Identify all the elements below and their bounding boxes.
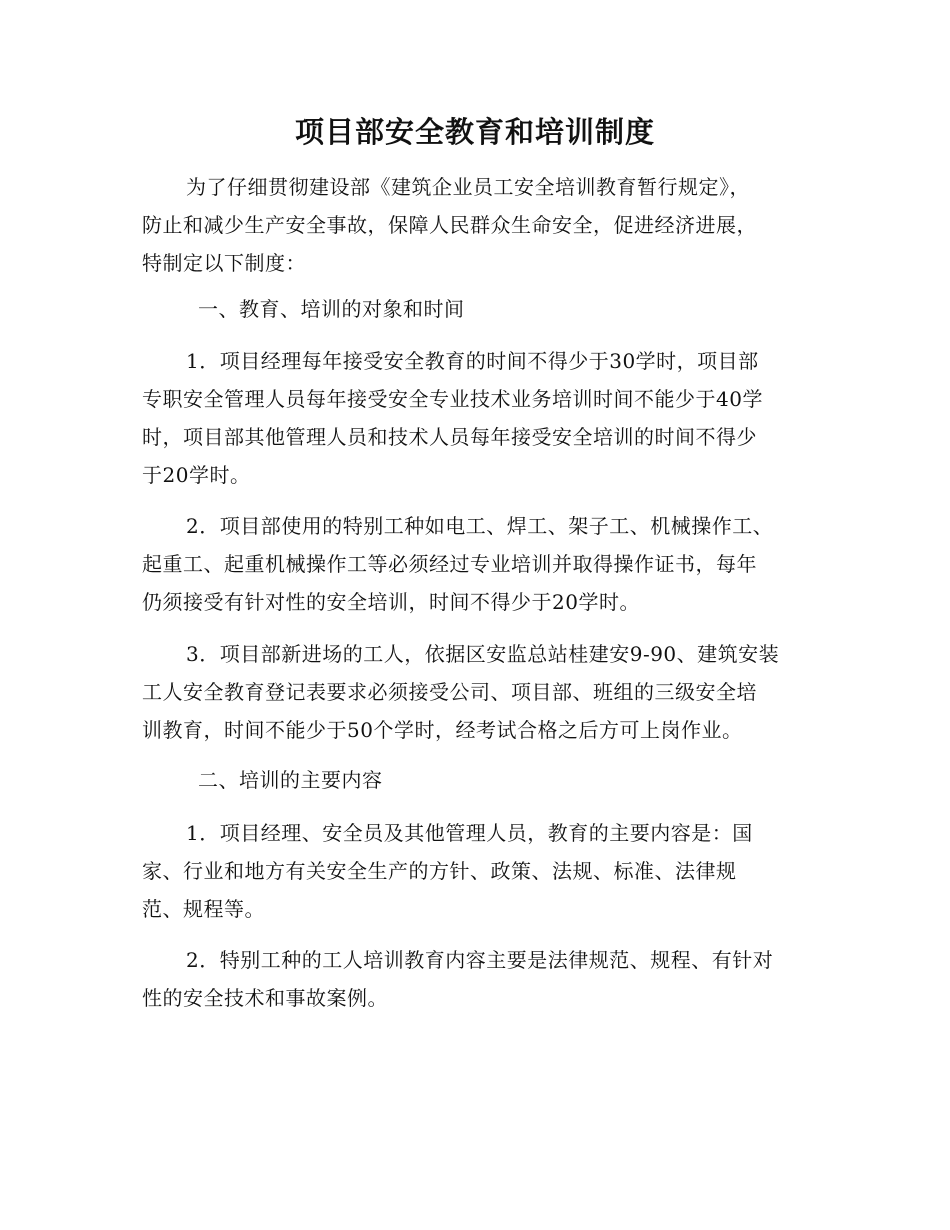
section1-item2-paragraph — [142, 507, 822, 621]
text-line: 性的安全技术和事故案例。 — [142, 986, 388, 1010]
text-line: 1．项目经理、安全员及其他管理人员，教育的主要内容是：国 — [186, 821, 753, 845]
text-line: 时，项目部其他管理人员和技术人员每年接受安全培训的时间不得少 — [142, 425, 757, 449]
section2-item2-paragraph — [142, 941, 822, 1017]
section1-item3-paragraph — [142, 635, 822, 749]
section-heading-2 — [142, 761, 822, 799]
text-line: 防止和减少生产安全事故，保障人民群众生命安全，促进经济进展， — [142, 213, 757, 237]
section-heading-1 — [142, 290, 822, 328]
text-line: 家、行业和地方有关安全生产的方针、政策、法规、标准、法律规 — [142, 859, 737, 883]
text-line: 起重工、起重机械操作工等必须经过专业培训并取得操作证书，每年 — [142, 552, 757, 576]
text-line: 范、规程等。 — [142, 897, 265, 921]
intro-paragraph — [142, 168, 822, 282]
section1-item1-paragraph — [142, 342, 822, 494]
text-line: 训教育，时间不能少于50个学时，经考试合格之后方可上岗作业。 — [142, 718, 743, 742]
text-line: 仍须接受有针对性的安全培训，时间不得少于20学时。 — [142, 590, 640, 614]
text-line: 于20学时。 — [142, 463, 251, 487]
section-heading-text: 二、培训的主要内容 — [198, 768, 383, 792]
text-line: 2．项目部使用的特别工种如电工、焊工、架子工、机械操作工、 — [186, 514, 774, 538]
text-line: 专职安全管理人员每年接受安全专业技术业务培训时间不能少于40学 — [142, 387, 763, 411]
section-heading-text: 一、教育、培训的对象和时间 — [198, 297, 465, 321]
section2-item1-paragraph — [142, 814, 822, 928]
text-line: 1．项目经理每年接受安全教育的时间不得少于30学时，项目部 — [186, 349, 759, 373]
text-line: 为了仔细贯彻建设部《建筑企业员工安全培训教育暂行规定》， — [186, 175, 750, 199]
text-line: 3．项目部新进场的工人，依据区安监总站桂建安9-90、建筑安装 — [186, 642, 780, 666]
text-line: 工人安全教育登记表要求必须接受公司、项目部、班组的三级安全培 — [142, 680, 757, 704]
text-line: 特制定以下制度： — [142, 251, 306, 275]
text-line: 2．特别工种的工人培训教育内容主要是法律规范、规程、有针对 — [186, 948, 774, 972]
document-title: 项目部安全教育和培训制度 — [294, 115, 655, 149]
